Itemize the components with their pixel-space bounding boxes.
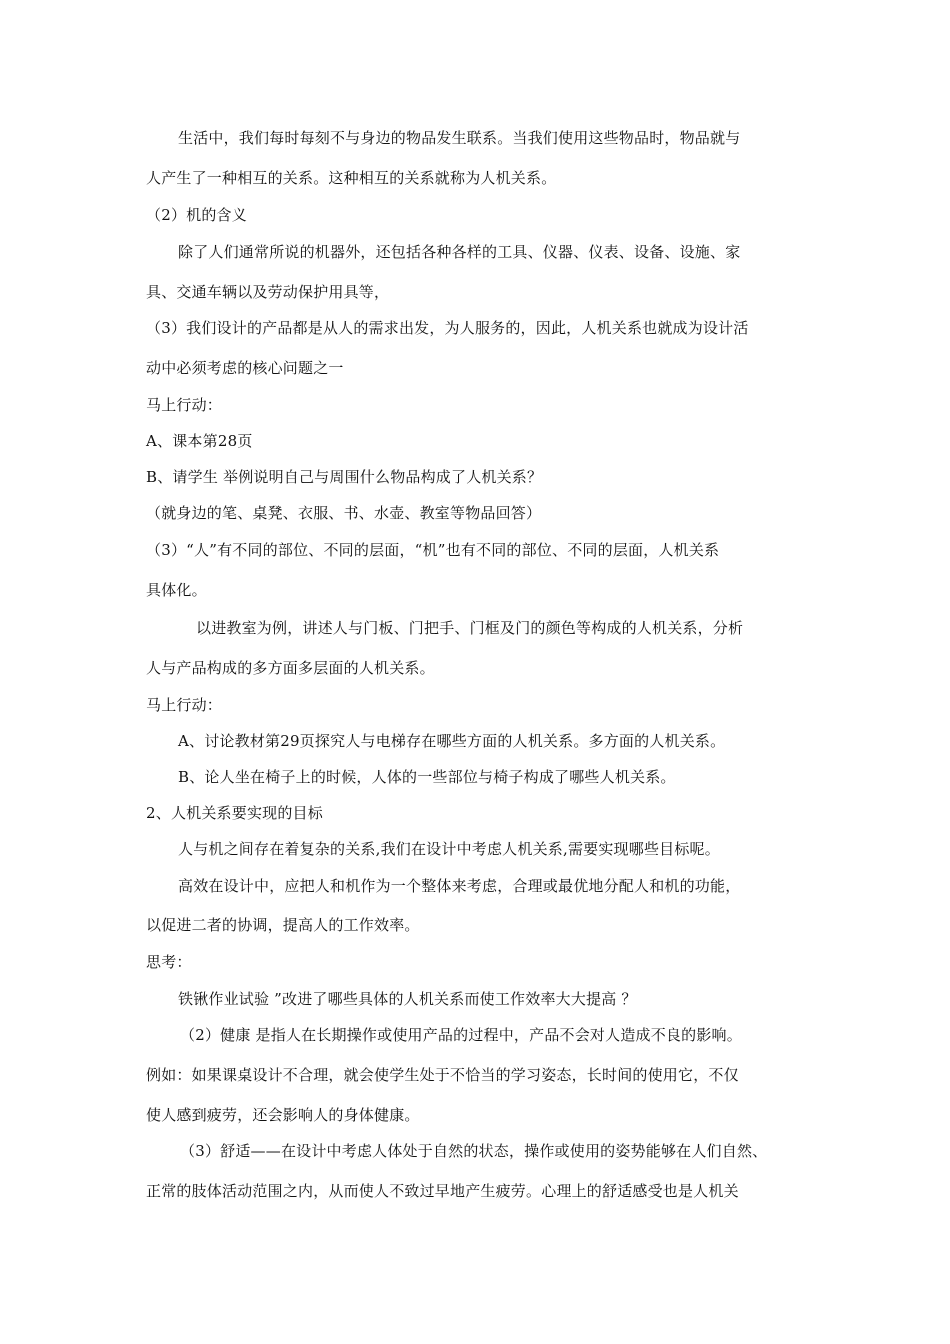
paragraph-line: （3）“人”有不同的部位、不同的层面，“机”也有不同的部位、不同的层面，人机关系 xyxy=(146,541,720,559)
paragraph-line: 人产生了一种相互的关系。这种相互的关系就称为人机关系。 xyxy=(146,169,557,187)
paragraph-line: 使人感到疲劳，还会影响人的身体健康。 xyxy=(146,1106,420,1124)
paragraph-line: 具、交通车辆以及劳动保护用具等， xyxy=(146,283,390,301)
section-heading: （2）机的含义 xyxy=(146,206,247,224)
paragraph-line: 以进教室为例，讲述人与门板、门把手、门框及门的颜色等构成的人机关系，分析 xyxy=(196,619,744,637)
paragraph-line: 铁锹作业试验 ”改进了哪些具体的人机关系而使工作效率大大提高 ？ xyxy=(178,990,637,1008)
section-heading: 马上行动： xyxy=(146,696,223,714)
list-item: A、讨论教材第29页探究人与电梯存在哪些方面的人机关系。多方面的人机关系。 xyxy=(178,732,726,750)
paragraph-line: 例如：如果课桌设计不合理，就会使学生处于不恰当的学习姿态，长时间的使用它，不仅 xyxy=(146,1066,739,1084)
section-heading: 马上行动： xyxy=(146,396,223,414)
section-heading: 2、人机关系要实现的目标 xyxy=(146,804,323,822)
paragraph-line: 以促进二者的协调，提高人的工作效率。 xyxy=(146,916,420,934)
paragraph-line: 人与机之间存在着复杂的关系,我们在设计中考虑人机关系,需要实现哪些目标呢。 xyxy=(178,840,720,858)
list-item: B、论人坐在椅子上的时候，人体的一些部位与椅子构成了哪些人机关系。 xyxy=(178,768,676,786)
paragraph-line: （3）我们设计的产品都是从人的需求出发，为人服务的，因此，人机关系也就成为设计活 xyxy=(146,319,749,337)
paragraph-line: 动中必须考虑的核心问题之一 xyxy=(146,359,344,377)
paragraph-line: 除了人们通常所说的机器外，还包括各种各样的工具、仪器、仪表、设备、设施、家 xyxy=(178,243,741,261)
paragraph-line: 人与产品构成的多方面多层面的人机关系。 xyxy=(146,659,435,677)
section-heading: 思考： xyxy=(146,953,192,971)
list-item: B、请学生 举例说明自己与周围什么物品构成了人机关系？ xyxy=(146,468,543,486)
paragraph-line: 生活中，我们每时每刻不与身边的物品发生联系。当我们使用这些物品时，物品就与 xyxy=(178,129,741,147)
paragraph-line: （3）舒适——在设计中考虑人体处于自然的状态，操作或使用的姿势能够在人们自然、 xyxy=(180,1142,768,1160)
paragraph-line: （2）健康 是指人在长期操作或使用产品的过程中，产品不会对人造成不良的影响。 xyxy=(180,1026,742,1044)
paragraph-line: （就身边的笔、桌凳、衣服、书、水壶、教室等物品回答） xyxy=(146,504,542,522)
paragraph-line: 高效在设计中，应把人和机作为一个整体来考虑，合理或最优地分配人和机的功能， xyxy=(178,877,741,895)
paragraph-line: 正常的肢体活动范围之内，从而使人不致过早地产生疲劳。心理上的舒适感受也是人机关 xyxy=(146,1182,739,1200)
list-item: A、课本第28页 xyxy=(146,432,253,450)
paragraph-line: 具体化。 xyxy=(146,581,207,599)
